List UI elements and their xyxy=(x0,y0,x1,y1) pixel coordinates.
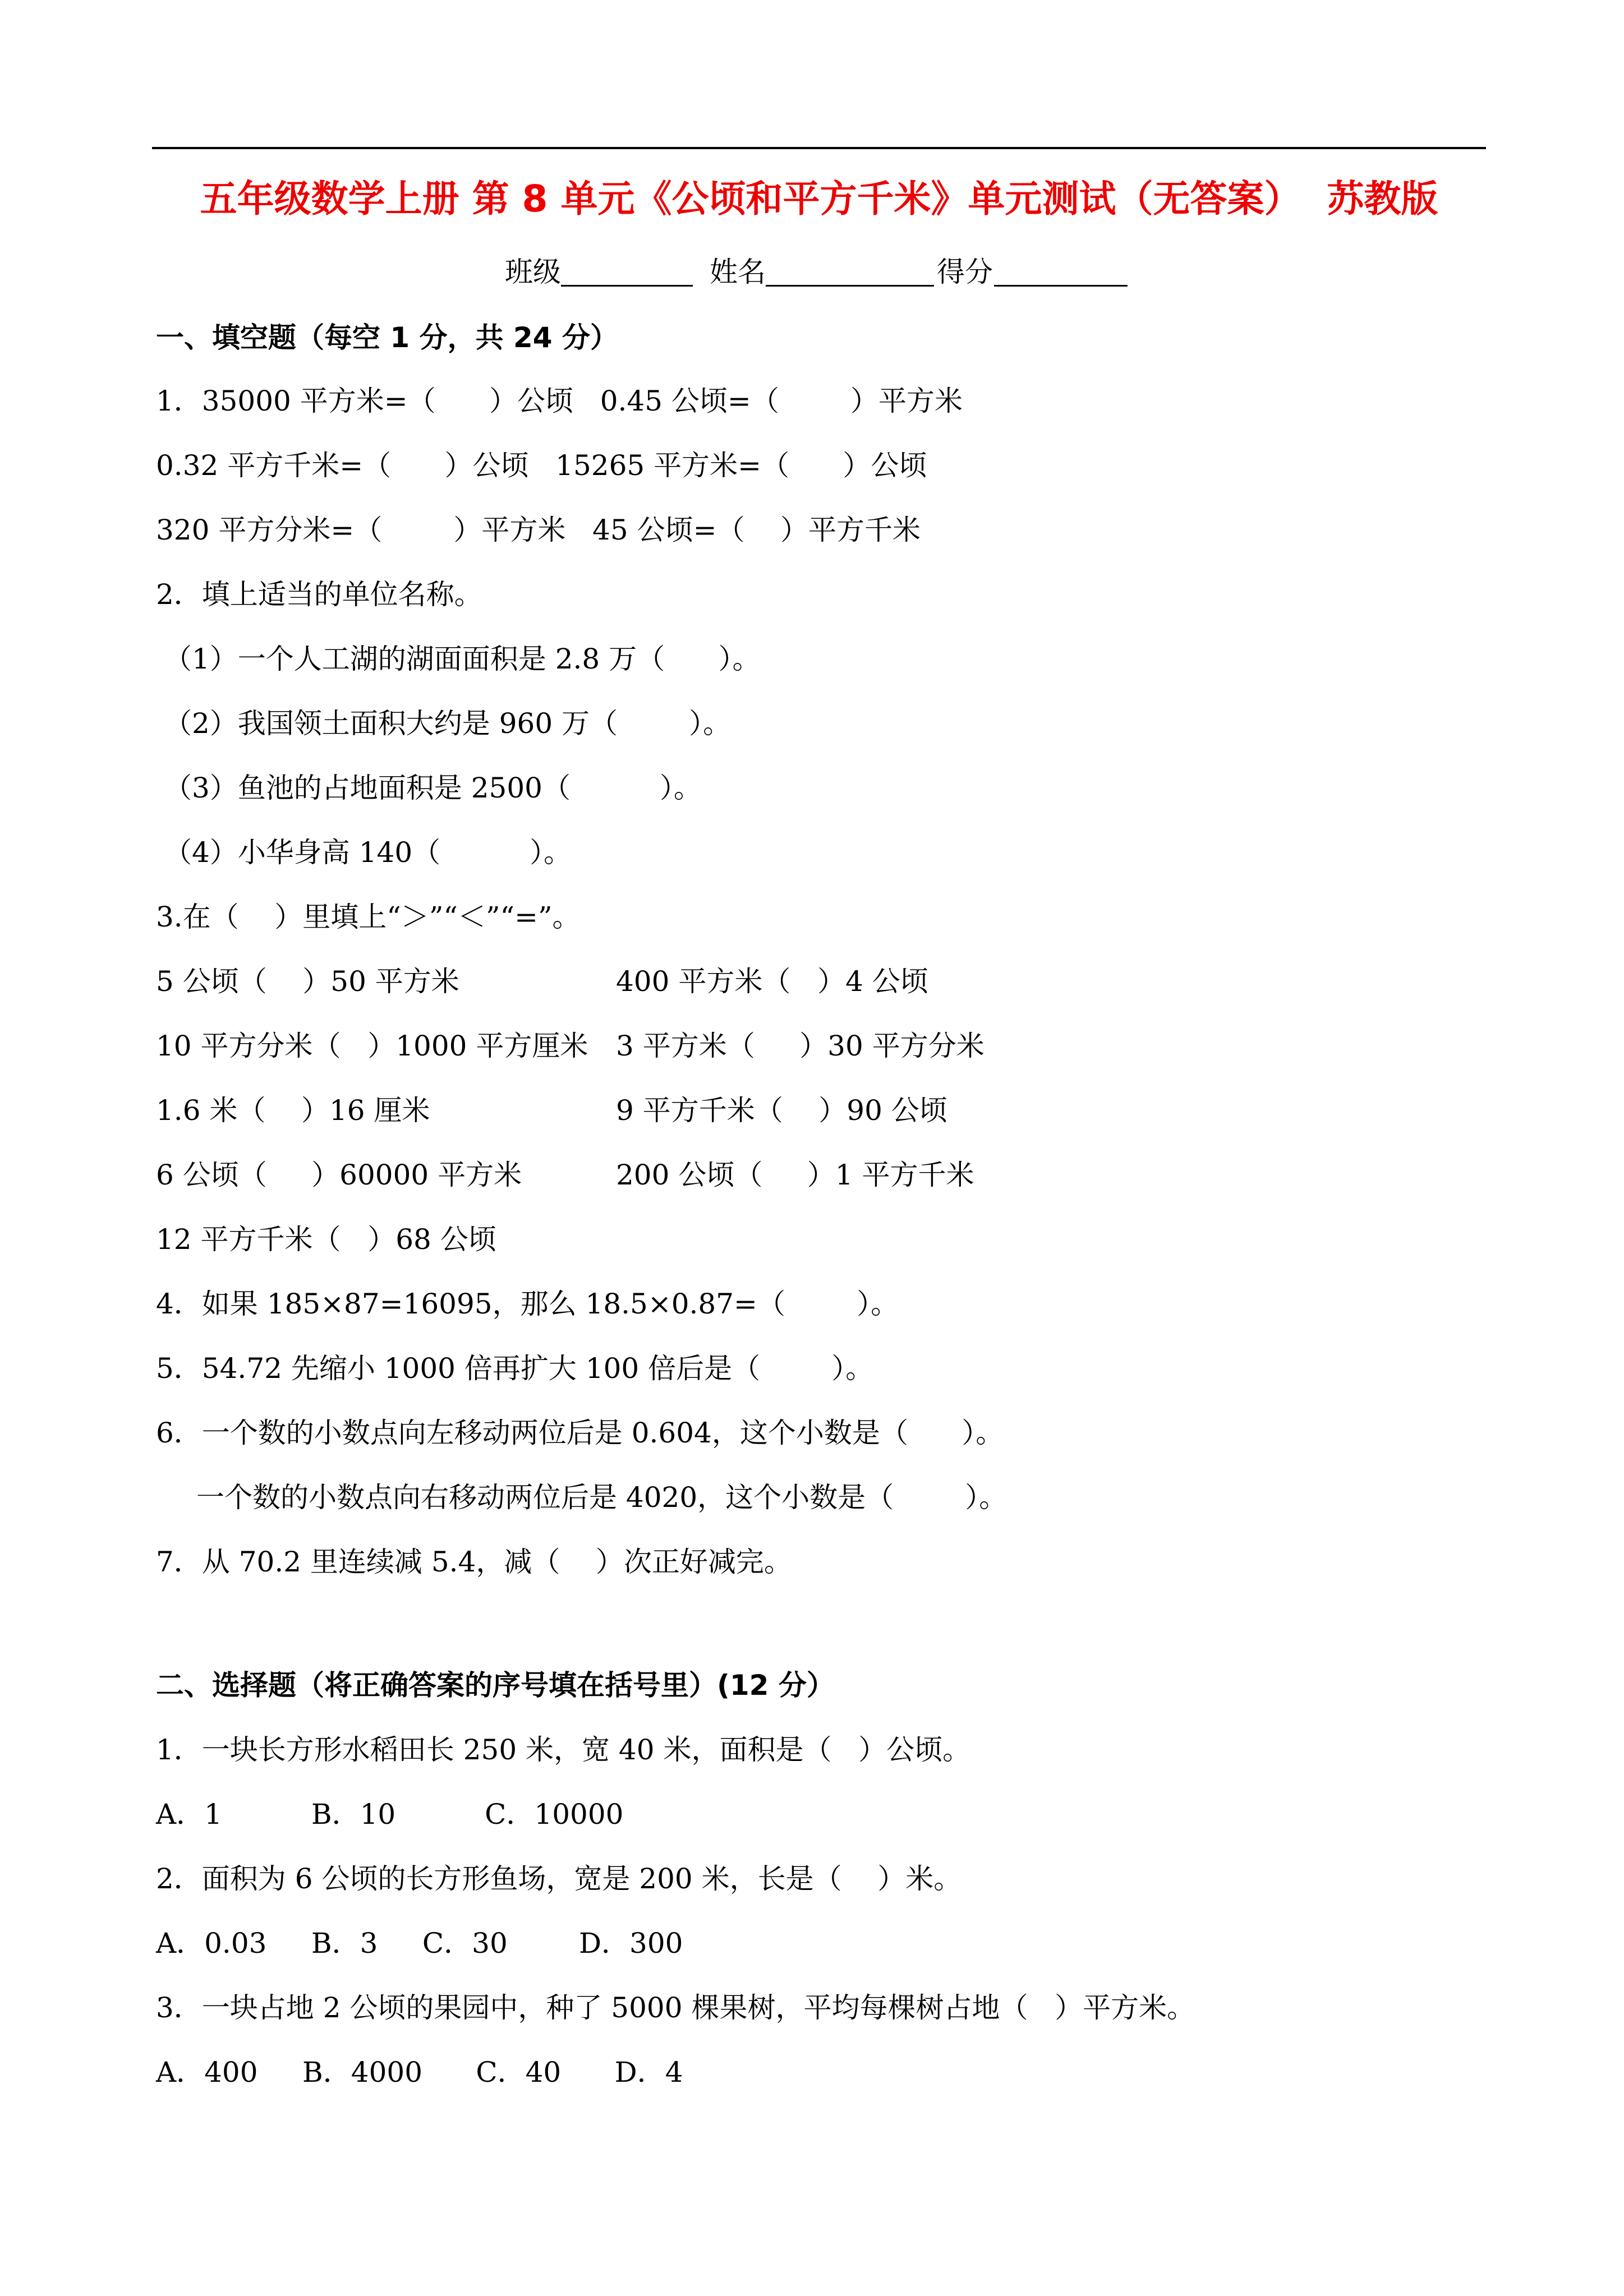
choice-question-options: A．0.03 B．3 C．30 D．300 xyxy=(156,1927,683,1960)
q2-item: （3）鱼池的占地面积是 2500（ ）。 xyxy=(164,772,702,804)
q3-prompt: 3.在（ ）里填上“＞”“＜”“=”。 xyxy=(156,901,581,933)
q1-line: 0.32 平方千米=（ ）公顷 15265 平方米=（ ）公顷 xyxy=(156,449,927,482)
q3-left-item: 1.6 米（ ）16 厘米 xyxy=(156,1094,430,1127)
q2-item: （2）我国领土面积大约是 960 万（ ）。 xyxy=(164,707,732,740)
section2-heading: 二、选择题（将正确答案的序号填在括号里）(12 分） xyxy=(156,1669,835,1702)
score-blank[interactable] xyxy=(994,285,1128,287)
choice-question-stem: 3．一块占地 2 公顷的果园中，种了 5000 棵果树，平均每棵树占地（ ）平方米。 xyxy=(156,1991,1195,2024)
q6-line: 6．一个数的小数点向左移动两位后是 0.604，这个小数是（ ）。 xyxy=(156,1417,1004,1449)
q3-right-item: 9 平方千米（ ）90 公顷 xyxy=(616,1094,947,1127)
q1-line: 320 平方分米=（ ）平方米 45 公顷=（ ）平方千米 xyxy=(156,514,921,546)
q5-text: 5．54.72 先缩小 1000 倍再扩大 100 倍后是（ ）。 xyxy=(156,1352,874,1385)
choice-question-options: A．400 B．4000 C．40 D．4 xyxy=(156,2056,683,2088)
section1-heading: 一、填空题（每空 1 分，共 24 分） xyxy=(156,321,618,354)
header-rule xyxy=(152,147,1486,149)
q1-line: 1．35000 平方米=（ ）公顷 0.45 公顷=（ ）平方米 xyxy=(156,385,963,417)
q3-left-item: 10 平方分米（ ）1000 平方厘米 xyxy=(156,1030,588,1062)
class-blank[interactable] xyxy=(561,285,693,287)
q4-text: 4．如果 185×87=16095，那么 18.5×0.87=（ ）。 xyxy=(156,1288,899,1320)
q3-left-item: 6 公顷（ ）60000 平方米 xyxy=(156,1159,522,1191)
q3-left-item: 5 公顷（ ）50 平方米 xyxy=(156,965,459,998)
choice-question-stem: 1．一块长方形水稻田长 250 米，宽 40 米，面积是（ ）公顷。 xyxy=(156,1733,971,1766)
name-blank[interactable] xyxy=(766,285,934,287)
q3-right-item: 400 平方米（ ）4 公顷 xyxy=(616,965,928,998)
q3-left-item: 12 平方千米（ ）68 公顷 xyxy=(156,1223,496,1256)
q3-right-item: 3 平方米（ ）30 平方分米 xyxy=(616,1030,984,1062)
choice-question-options: A．1 B．10 C．10000 xyxy=(156,1798,624,1831)
q6-line: 一个数的小数点向右移动两位后是 4020，这个小数是（ ）。 xyxy=(196,1481,1007,1514)
score-label: 得分 xyxy=(937,256,993,288)
q7-text: 7．从 70.2 里连续减 5.4，减（ ）次正好减完。 xyxy=(156,1546,792,1578)
q3-right-item: 200 公顷（ ）1 平方千米 xyxy=(616,1159,974,1191)
class-label: 班级 xyxy=(505,256,561,288)
q2-item: （4）小华身高 140（ ）。 xyxy=(164,836,572,869)
q2-prompt: 2．填上适当的单位名称。 xyxy=(156,578,482,611)
q2-item: （1）一个人工湖的湖面面积是 2.8 万（ ）。 xyxy=(164,643,761,675)
choice-question-stem: 2．面积为 6 公顷的长方形鱼场，宽是 200 米，长是（ ）米。 xyxy=(156,1862,962,1895)
name-label: 姓名 xyxy=(710,256,766,288)
document-title: 五年级数学上册 第 8 单元《公顷和平方千米》单元测试（无答案） 苏教版 xyxy=(200,177,1438,220)
student-info-line xyxy=(0,247,1624,297)
